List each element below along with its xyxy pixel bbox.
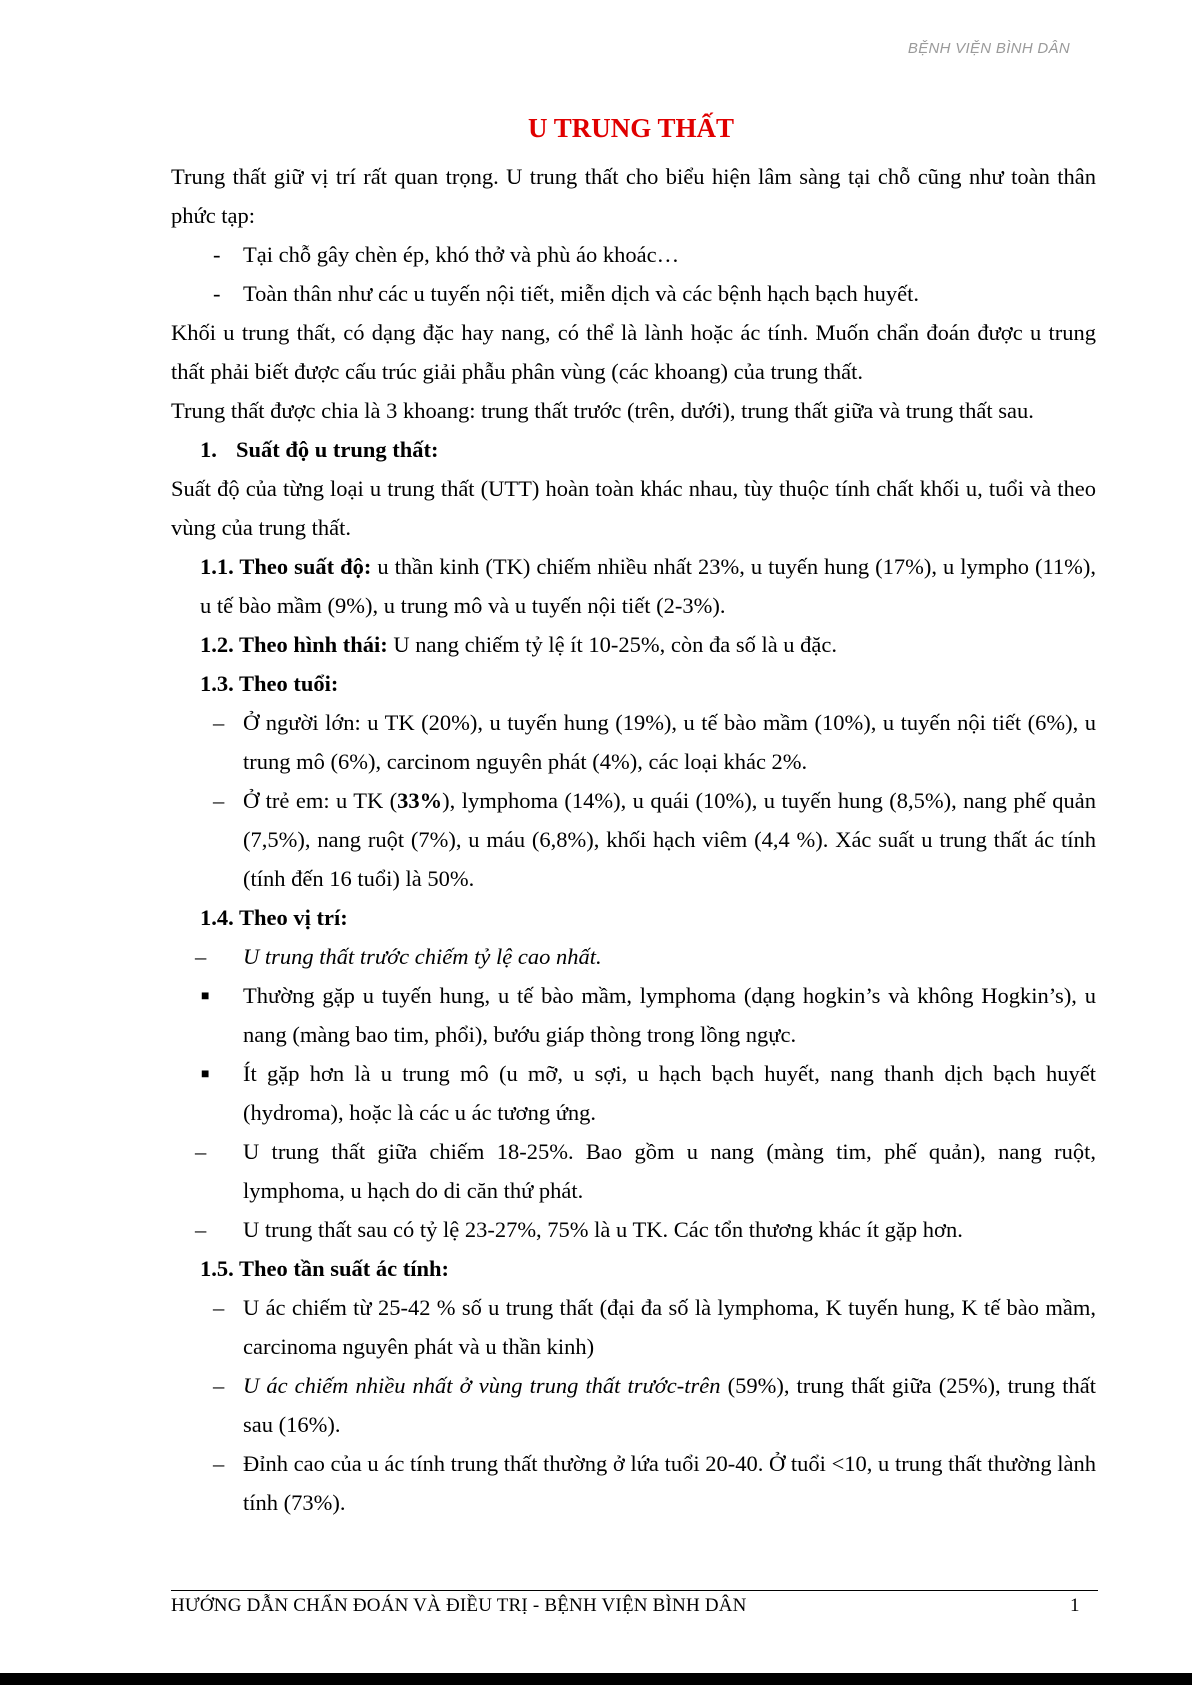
- dash-marker: –: [195, 1139, 207, 1164]
- list-item-text: U trung thất sau có tỷ lệ 23-27%, 75% là u TK. Các tổn thương khác ít gặp hơn.: [243, 1217, 963, 1242]
- list-item-text: Đỉnh cao của u ác tính trung thất thường ở lứa tuổi 20-40. Ở tuổi <10, u trung thất thường lành tính (73%).: [243, 1451, 1096, 1515]
- running-header: BỆNH VIỆN BÌNH DÂN: [907, 40, 1070, 57]
- dash-marker: –: [195, 1217, 207, 1242]
- italic-run: U ác chiếm nhiều nhất ở vùng trung thất trước-trên: [243, 1373, 721, 1398]
- list-item-text: Thường gặp u tuyến hung, u tế bào mầm, lymphoma (dạng hogkin’s và không Hogkin’s), u nang (màng bao tim, phổi), bướu giáp thòng trong lồng ngực.: [243, 983, 1096, 1047]
- list-item-text: Tại chỗ gây chèn ép, khó thở và phù áo khoác…: [243, 242, 680, 267]
- dash-marker: –: [195, 944, 207, 969]
- list-item: [171, 937, 1096, 976]
- list-item: [171, 1288, 1096, 1366]
- section-title: Suất độ u trung thất:: [236, 437, 439, 462]
- subsection-1-1: [171, 547, 1096, 625]
- section-heading: [171, 430, 1096, 469]
- list-item-text: U trung thất giữa chiếm 18-25%. Bao gồm u nang (màng tim, phế quản), nang ruột, lymphoma, u hạch do di căn thứ phát.: [243, 1139, 1096, 1203]
- subsection-1-5-heading: 1.5. Theo tần suất ác tính:: [200, 1256, 449, 1281]
- list-item: [171, 274, 1096, 313]
- list-item-text: Ít gặp hơn là u trung mô (u mỡ, u sợi, u hạch bạch huyết, nang thanh dịch bạch huyết (hydroma), hoặc là các u ác tương ứng.: [243, 1061, 1096, 1125]
- list-item-text: [243, 788, 1096, 891]
- intro-paragraph-2: Khối u trung thất, có dạng đặc hay nang, có thể là lành hoặc ác tính. Muốn chẩn đoán được u trung thất phải biết được cấu trúc giải phẫu phân vùng (các khoang) của trung thất.: [171, 320, 1096, 384]
- list-item-text: [243, 1373, 1096, 1437]
- text-run: Ở trẻ em: u TK (: [243, 788, 398, 813]
- list-item: [171, 781, 1096, 898]
- subsection-1-3-heading: 1.3. Theo tuổi:: [200, 671, 339, 696]
- square-bullet-icon: ■: [201, 989, 210, 1004]
- text-run: ), lymphoma (14%), u quái (10%), u tuyến hung (8,5%), nang phế quản (7,5%), nang ruột (7%), u máu (6,8%), khối hạch viêm (4,4 %). Xác suất u trung thất ác tính (tính đến 16 tuổi) là 50%.: [243, 788, 1096, 891]
- subsection-label: 1.2. Theo hình thái:: [200, 632, 388, 657]
- list-item: [171, 1132, 1096, 1210]
- list-item-text: U ác chiếm từ 25-42 % số u trung thất (đại đa số là lymphoma, K tuyến hung, K tế bào mầm, carcinoma nguyên phát và u thần kinh): [243, 1295, 1096, 1359]
- list-item: [171, 976, 1096, 1054]
- footer-rule: [171, 1590, 1098, 1591]
- bold-value: 33%: [397, 788, 443, 813]
- list-item-text: U trung thất trước chiếm tỷ lệ cao nhất.: [243, 944, 602, 969]
- list-item: [171, 1210, 1096, 1249]
- list-item-text: Ở người lớn: u TK (20%), u tuyến hung (19%), u tế bào mầm (10%), u tuyến nội tiết (6%), u trung mô (6%), carcinom nguyên phát (4%), các loại khác 2%.: [243, 710, 1096, 774]
- dash-marker: –: [213, 1295, 225, 1320]
- intro-paragraph-1: Trung thất giữ vị trí rất quan trọng. U trung thất cho biểu hiện lâm sàng tại chỗ cũng như toàn thân phức tạp:: [171, 164, 1096, 228]
- subsection-text: U nang chiếm tỷ lệ ít 10-25%, còn đa số là u đặc.: [387, 632, 838, 657]
- list-item: [171, 235, 1096, 274]
- dash-marker: -: [213, 242, 221, 267]
- subsection-1-4-heading: 1.4. Theo vị trí:: [200, 905, 348, 930]
- section-number: 1.: [200, 437, 217, 462]
- dash-marker: –: [213, 1451, 225, 1476]
- bottom-edge-bar: [0, 1673, 1192, 1685]
- document-body: [171, 157, 1096, 1522]
- subsection-text: u thần kinh (TK) chiếm nhiều nhất 23%, u tuyến hung (17%), u lympho (11%), u tế bào mầm (9%), u trung mô và u tuyến nội tiết (2-3%).: [200, 554, 1096, 618]
- intro-paragraph-3: Trung thất được chia là 3 khoang: trung thất trước (trên, dưới), trung thất giữa và trung thất sau.: [171, 398, 1034, 423]
- dash-marker: –: [213, 788, 225, 813]
- page-number: 1: [1070, 1595, 1080, 1616]
- dash-marker: –: [213, 710, 225, 735]
- list-item-text: Toàn thân như các u tuyến nội tiết, miễn dịch và các bệnh hạch bạch huyết.: [243, 281, 919, 306]
- dash-marker: -: [213, 281, 221, 306]
- square-bullet-icon: ■: [201, 1067, 210, 1082]
- list-item: [171, 1054, 1096, 1132]
- footer-text: HƯỚNG DẪN CHẨN ĐOÁN VÀ ĐIỀU TRỊ - BỆNH VIỆN BÌNH DÂN: [171, 1595, 747, 1616]
- text-run: (59%), trung thất giữa (25%), trung thất sau (16%).: [243, 1373, 1096, 1437]
- subsection-1-2: [171, 625, 1096, 664]
- subsection-label: 1.1. Theo suất độ:: [200, 554, 372, 579]
- list-item: [171, 703, 1096, 781]
- dash-marker: –: [213, 1373, 225, 1398]
- list-item: [171, 1444, 1096, 1522]
- list-item: [171, 1366, 1096, 1444]
- page-title: U TRUNG THẤT: [527, 113, 735, 143]
- section-paragraph: Suất độ của từng loại u trung thất (UTT) hoàn toàn khác nhau, tùy thuộc tính chất khối u, tuổi và theo vùng của trung thất.: [171, 476, 1096, 540]
